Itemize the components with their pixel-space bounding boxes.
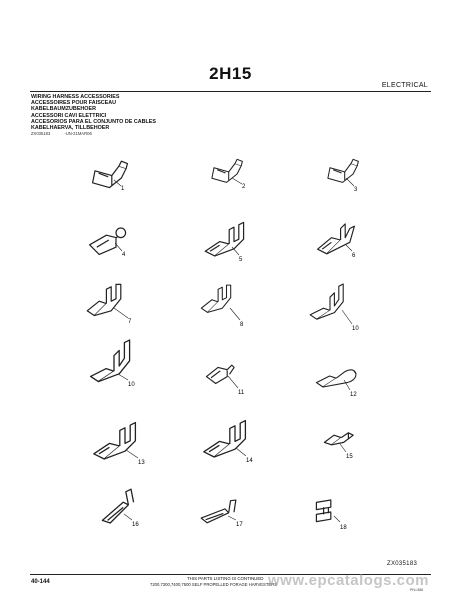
- watermark: www.epcatalogs.com: [268, 572, 429, 589]
- title-line-swedish: KABELHAERVA, TILLBEHOER: [31, 125, 110, 132]
- title-line-german: KABELBAUMZUBEHOER: [31, 106, 96, 113]
- footer-text: 7200,7300,7400,7500 SELF PROPELLED FORAGE HARVESTERS: [150, 582, 278, 587]
- part-1: [93, 161, 128, 192]
- part-17: [200, 491, 243, 530]
- callout-7: 7: [128, 319, 132, 325]
- part-18: [316, 500, 347, 531]
- section-label: ELECTRICAL: [381, 82, 428, 89]
- part-6: [318, 224, 356, 259]
- callout-10b: 10: [128, 382, 135, 388]
- part-8: [201, 285, 244, 328]
- part-2: [212, 159, 246, 190]
- part-15: [324, 433, 353, 460]
- callout-11: 11: [238, 390, 245, 396]
- part-16: [102, 489, 139, 528]
- part-11: [207, 365, 245, 396]
- callout-14: 14: [246, 458, 253, 464]
- callout-16: 16: [132, 522, 139, 528]
- title-line-english: WIRING HARNESS ACCESSORIES: [31, 94, 120, 100]
- continued-note: THIS PARTS LISTING IS CONTINUED: [187, 576, 264, 581]
- part-7: [87, 284, 132, 325]
- callout-5: 5: [239, 257, 243, 263]
- reference-date: -UN-21MAR06: [64, 131, 92, 137]
- part-9: [310, 284, 359, 332]
- figure-id: ZX035183: [387, 561, 418, 567]
- callout-18: 18: [340, 525, 347, 531]
- callout-8: 8: [240, 322, 244, 328]
- part-5: [205, 222, 243, 263]
- callout-10a: 10: [352, 326, 359, 332]
- title-line-italian: ACCESSORI CAVI ELETTRICI: [31, 112, 107, 119]
- callout-3: 3: [354, 187, 358, 193]
- callout-6: 6: [352, 253, 356, 259]
- callout-13: 13: [138, 460, 145, 466]
- callout-1: 1: [121, 186, 125, 192]
- callout-4: 4: [122, 252, 126, 258]
- reference-code: ZX035183: [31, 131, 51, 137]
- callout-15: 15: [346, 454, 353, 460]
- part-14: [204, 421, 254, 464]
- part-13: [94, 423, 146, 466]
- part-3: [328, 159, 358, 193]
- footer-sub: PN=386: [410, 588, 424, 592]
- part-12: [316, 370, 357, 398]
- callout-2: 2: [242, 184, 246, 190]
- title-line-french: ACCESSOIRES POUR FAISCEAU: [31, 100, 117, 107]
- page-title: 2H15: [209, 64, 252, 83]
- callout-12: 12: [350, 392, 357, 398]
- title-line-spanish: ACCESORIOS PARA EL CONJUNTO DE CABLES: [31, 118, 156, 125]
- part-10: [91, 340, 136, 388]
- part-4: [90, 228, 126, 258]
- page-number: 40-144: [31, 579, 50, 585]
- callout-17: 17: [236, 522, 243, 528]
